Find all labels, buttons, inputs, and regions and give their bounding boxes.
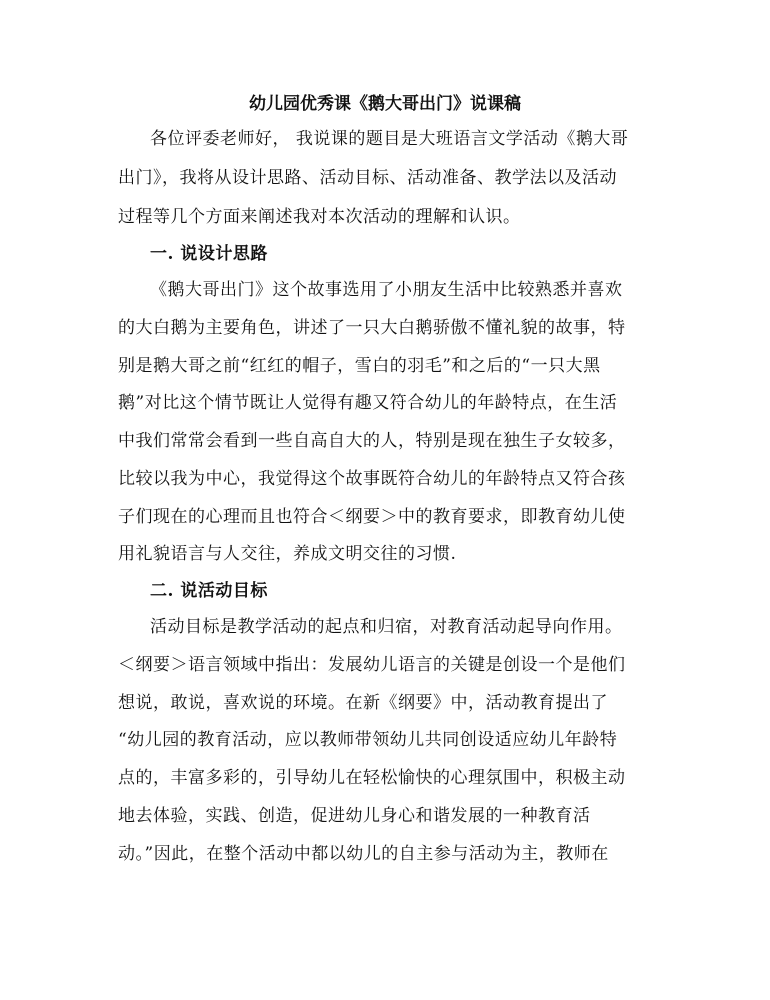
paragraph-line: 出门》，我将从设计思路、活动目标、活动准备、教学法以及活动 bbox=[118, 168, 617, 188]
section-heading: 一. 说设计思路 bbox=[150, 244, 268, 264]
paragraph-line: 比较以我为中心，我觉得这个故事既符合幼儿的年龄特点又符合孩 bbox=[118, 469, 626, 489]
paragraph-line: 鹅”对比这个情节既让人觉得有趣又符合幼儿的年龄特点，在生活 bbox=[118, 393, 618, 413]
paragraph-line: 中我们常常会看到一些自高自大的人，特别是现在独生子女较多， bbox=[118, 431, 626, 451]
paragraph-line: 动。”因此，在整个活动中都以幼儿的自主参与活动为主，教师在 bbox=[118, 844, 609, 864]
paragraph-line: 用礼貌语言与人交往，养成文明交往的习惯. bbox=[118, 544, 457, 564]
section-heading: 二. 说活动目标 bbox=[150, 581, 268, 601]
document-title: 幼儿园优秀课《鹅大哥出门》说课稿 bbox=[249, 94, 521, 114]
paragraph-line: 《鹅大哥出门》这个故事选用了小朋友生活中比较熟悉并喜欢 bbox=[150, 280, 623, 300]
paragraph-line: 各位评委老师好， 我说课的题目是大班语言文学活动《鹅大哥 bbox=[150, 129, 629, 149]
paragraph-line: 过程等几个方面来阐述我对本次活动的理解和认识。 bbox=[118, 207, 521, 227]
paragraph-line: ＜纲要＞语言领域中指出：发展幼儿语言的关键是创设一个是他们 bbox=[118, 655, 626, 675]
paragraph-line: 地去体验，实践、创造，促进幼儿身心和谐发展的一种教育活 bbox=[118, 806, 591, 826]
paragraph-line: 子们现在的心理而且也符合＜纲要＞中的教育要求，即教育幼儿使 bbox=[118, 507, 626, 527]
paragraph-line: 活动目标是教学活动的起点和归宿，对教育活动起导向作用。 bbox=[150, 617, 623, 637]
paragraph-line: 想说，敢说，喜欢说的环境。在新《纲要》中，活动教育提出了 bbox=[118, 693, 608, 713]
paragraph-line: “幼儿园的教育活动，应以教师带领幼儿共同创设适应幼儿年龄特 bbox=[118, 730, 618, 750]
paragraph-line: 别是鹅大哥之前“红红的帽子，雪白的羽毛”和之后的“一只大黑 bbox=[118, 356, 601, 376]
paragraph-line: 的大白鹅为主要角色，讲述了一只大白鹅骄傲不懂礼貌的故事，特 bbox=[118, 318, 626, 338]
paragraph-line: 点的，丰富多彩的，引导幼儿在轻松愉快的心理氛围中，积极主动 bbox=[118, 768, 626, 788]
